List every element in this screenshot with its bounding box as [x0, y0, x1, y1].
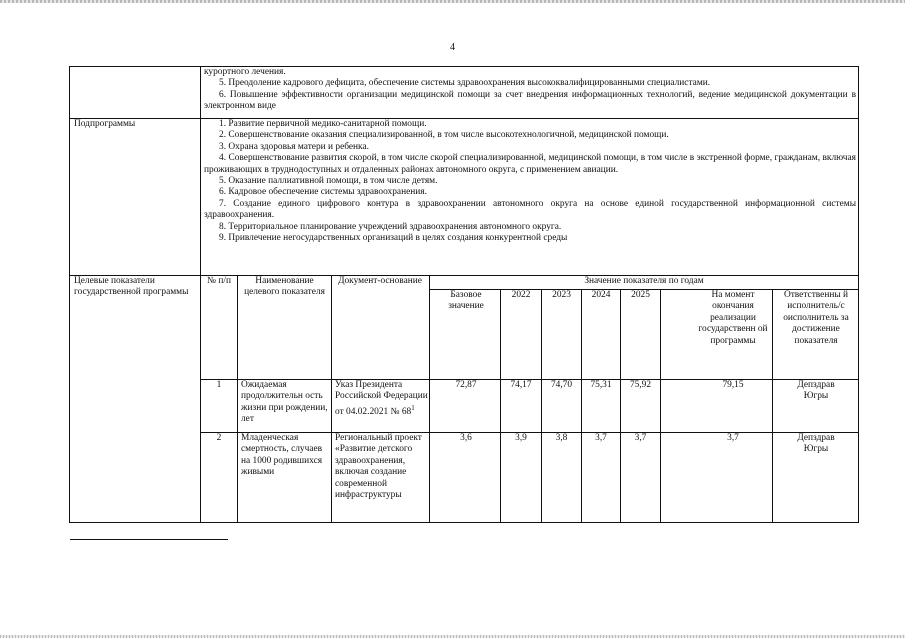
- col-divider: [500, 289, 501, 522]
- col-divider: [200, 67, 201, 522]
- row1-2023: 74,70: [550, 380, 573, 390]
- subprogram-item: 5. Оказание паллиативной помощи, в том числе детям.: [219, 176, 438, 187]
- header-name: Наименование целевого показателя: [244, 276, 325, 298]
- row2-2024: 3,7: [595, 433, 607, 443]
- header-2024: 2024: [591, 290, 611, 300]
- col-divider: [429, 275, 430, 522]
- row2-base: 3,6: [460, 433, 472, 443]
- row1-2022: 74,17: [510, 380, 532, 390]
- row2-name: Младенческая смертность, случаев на 1000 родившихся живыми: [241, 433, 323, 478]
- subprogram-item: 4. Совершенствование развития скорой, в том числе скорой специализированной, медицинской помощи, в том числе в экстренной форме, гражданам, включая проживающих в труднодоступных и отдаленных районах автономного округа, с применением авиации.: [204, 153, 856, 175]
- subprogram-item: 3. Охрана здоровья матери и ребенка.: [219, 141, 369, 152]
- top-line: 5. Преодоление кадрового дефицита, обеспечение системы здравоохранения высококвалифицированными специалистами.: [219, 78, 711, 89]
- header-2023: 2023: [552, 290, 571, 300]
- row2-program-end: 3,7: [727, 433, 739, 443]
- header-responsible: Ответственны й исполнитель/с оисполнитель за достижение показателя: [783, 290, 849, 346]
- col-divider: [772, 289, 773, 522]
- col-divider: [581, 289, 582, 522]
- col-divider: [541, 289, 542, 522]
- header-document: Документ-основание: [338, 276, 422, 286]
- header-2025: 2025: [631, 290, 650, 300]
- row1-document: [335, 380, 429, 418]
- row2-responsible: Депздрав Югры: [797, 433, 835, 455]
- scan-edge-top: [0, 0, 905, 3]
- targets-label: Целевые показатели государственной программы: [74, 276, 189, 298]
- col-divider: [331, 275, 332, 522]
- row1-2025: 75,92: [629, 380, 652, 390]
- row1-base: 72,87: [455, 380, 477, 390]
- row1-2024: 75,31: [590, 380, 612, 390]
- subprogram-item: 6. Кадровое обеспечение системы здравоохранения.: [219, 187, 427, 198]
- header-base: Базовое значение: [448, 290, 484, 312]
- row2-document: Региональный проект «Развитие детского здравоохранения, включая создание современной инфраструктуры: [335, 433, 422, 501]
- subprograms-list: [204, 119, 856, 244]
- header-values-by-year: Значение показателя по годам: [584, 276, 704, 286]
- subprogram-item: 9. Привлечение негосударственных организаций в целях создания конкурентной среды: [219, 233, 568, 244]
- scan-edge-bottom: [0, 635, 905, 638]
- col-divider: [237, 275, 238, 522]
- row2-2023: 3,8: [555, 433, 568, 443]
- col-divider: [660, 289, 661, 522]
- row1-name: Ожидаемая продолжительн ость жизни при рождении, лет: [241, 380, 328, 425]
- row1-program-end: 79,15: [722, 380, 744, 390]
- row2-num: 2: [216, 433, 222, 443]
- row1-document-text: Указ Президента Российской Федерации от 04.02.2021 № 68: [335, 380, 428, 417]
- row1-responsible: Депздрав Югры: [797, 380, 835, 402]
- top-line: курортного лечения.: [204, 67, 286, 77]
- subprograms-label: Подпрограммы: [74, 119, 136, 129]
- subprogram-item: 7. Создание единого цифрового контура в здравоохранении автономного округа на основе единой государственной информационной системы здравоохранения.: [204, 198, 856, 221]
- row2-2022: 3,9: [515, 433, 527, 443]
- passport-table: [69, 66, 859, 523]
- header-2022: 2022: [511, 290, 531, 300]
- subprogram-item: 2. Совершенствование оказания специализированной, в том числе высокотехнологичной, медицинской помощи.: [219, 130, 669, 141]
- col-divider: [620, 289, 621, 522]
- header-num: № п/п: [207, 276, 231, 286]
- footnote-separator: [70, 539, 228, 540]
- subprogram-item: 8. Территориальное планирование учреждений здравоохранения автономного округа.: [219, 221, 562, 232]
- top-line: 6. Повышение эффективности организации медицинской помощи за счет внедрения информационных технологий, ведение медицинской документации в электронном виде: [204, 89, 856, 112]
- header-program-end: На момент окончания реализации государственн ой программы: [698, 290, 768, 346]
- top-block: [204, 67, 856, 113]
- row1-num: 1: [216, 380, 222, 390]
- row2-2025: 3,7: [634, 433, 647, 443]
- row1-footnote-marker: 1: [411, 403, 415, 412]
- subprogram-item: 1. Развитие первичной медико-санитарной помощи.: [219, 119, 427, 129]
- page-number: 4: [450, 42, 455, 53]
